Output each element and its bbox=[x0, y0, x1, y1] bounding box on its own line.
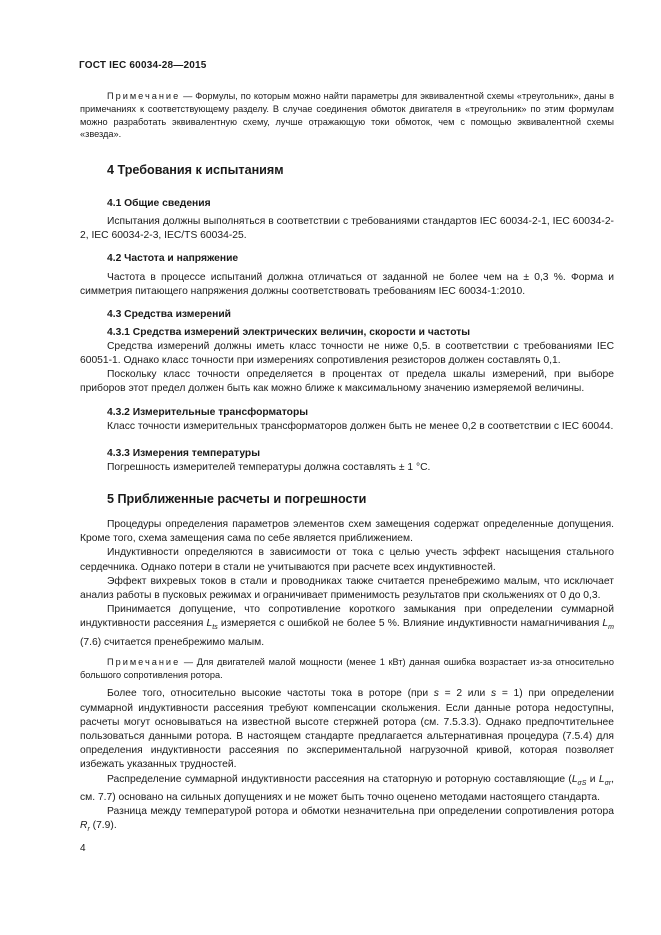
standard-header: ГОСТ IEC 60034-28—2015 bbox=[79, 60, 207, 71]
section-4-3-1-title: 4.3.1 Средства измерений электрических величин, скорости и частоты bbox=[107, 327, 471, 338]
section-4-1-text: Испытания должны выполняться в соответствии с требованиями стандартов IEC 60034-2-1, IEC 60034-2-2, IEC 60034-2-3, IEC/TS 60034-25. bbox=[80, 216, 614, 242]
section-5-note: Примечание — Для двигателей малой мощности (менее 1 кВт) данная ошибка возрастает из-за относительно большого сопротивления ротора. bbox=[80, 656, 614, 680]
section-5-body bbox=[80, 518, 614, 838]
section-4-2-text: Частота в процессе испытаний должна отличаться от заданной не более чем на ± 0,3 %. Форма и симметрия питающего напряжения должны соответствовать требованиям IEC 60034-1:2010. bbox=[80, 272, 614, 298]
section-5-title: 5 Приближенные расчеты и погрешности bbox=[107, 492, 367, 506]
section-4-3-3-text: Погрешность измерителей температуры должна составлять ± 1 °С. bbox=[107, 462, 431, 473]
section-5-paragraph-3: Эффект вихревых токов в стали и проводниках также считается пренебрежимо малым, что исключает анализ работы в пусковых режимах и ограничивает применимость результатов при скольжениях от 0 до 0,3. bbox=[80, 575, 614, 602]
note-label: Примечание bbox=[107, 91, 181, 101]
note-text: — Формулы, по которым можно найти параметры для эквивалентной схемы «треугольник», даны в примечаниях к соответствующему разделу. В случае соединения обмоток двигателя в «треугольник» по этим формулам можно разработать эквивалентную схему, лучше отражающую токи обмоток, чем с помощью эквивалентной схемы «звезда». bbox=[80, 91, 614, 140]
section-4-2-title: 4.2 Частота и напряжение bbox=[107, 253, 239, 264]
section-4-3-title: 4.3 Средства измерений bbox=[107, 309, 232, 320]
section-5-paragraph-4: Принимается допущение, что сопротивление короткого замыкания при определении суммарной индуктивности рассеяния $L_{ts}$ измеряется с ошибкой не более 5 %. Влияние индуктивности намагничивания $L_m$ (7.6) считается пренебрежимо малым. bbox=[80, 604, 614, 648]
section-5-paragraph-2: Индуктивности определяются в зависимости от тока с целью учесть эффект насыщения стального сердечника. Однако потери в стали не учитываются при расчете всех индуктивностей. bbox=[80, 547, 614, 573]
section-5-paragraph-7: Разница между температурой ротора и обмотки незначительна при определении сопротивления ротора $R_r$ (7.9). bbox=[80, 806, 614, 834]
section-5-paragraph-6: Распределение суммарной индуктивности рассеяния на статорную и роторную составляющие ($L_{\sigma S}$ и $L_{\sigma r}$, см. 7.7) основано на сильных допущениях и не может быть точно оценено методами настоящего стандарта. bbox=[80, 773, 614, 803]
section-5-paragraph-5: Более того, относительно высокие частоты тока в роторе (при s = 2 или s = 1) при определении суммарной индуктивности рассеяния требуют компенсации скольжения. Если данные ротора недоступны, расчеты могут основываться на известной высоте стержней ротора (см. 7.5.3.3). Однако предпочтительнее пользоваться данными ротора. В настоящем стандарте предлагается альтернативная процедура (7.5.4) для определения индуктивности рассеяния по экспериментальной нагрузочной кривой, которая позволяет избежать указанных трудностей. bbox=[80, 688, 614, 771]
section-4-3-1-paragraph-2: Поскольку класс точности определяется в процентах от предела шкалы измерений, при выборе приборов этот предел должен быть как можно ближе к максимальному значению измеряемой величины. bbox=[80, 369, 614, 395]
section-4-3-2-title: 4.3.2 Измерительные трансформаторы bbox=[107, 407, 309, 418]
page-number: 4 bbox=[80, 843, 86, 854]
section-5-paragraph-1: Процедуры определения параметров элементов схем замещения содержат определенные допущения. Кроме того, схема замещения сама по себе является приближением. bbox=[80, 519, 614, 545]
section-4-3-3-title: 4.3.3 Измерения температуры bbox=[107, 448, 260, 459]
section-4-1-title: 4.1 Общие сведения bbox=[107, 198, 211, 209]
section-4-3-2-text: Класс точности измерительных трансформаторов должен быть не менее 0,2 в соответствии с IEC 60044. bbox=[107, 421, 614, 432]
section-4-3-1-paragraph-1: Средства измерений должны иметь класс точности не ниже 0,5. в соответствии с требованиями IEC 60051-1. Однако класс точности при измерениях сопротивления резисторов должен составлять 0,1. bbox=[80, 341, 614, 367]
note-formulas bbox=[80, 90, 614, 141]
section-4-title: 4 Требования к испытаниям bbox=[107, 163, 284, 177]
